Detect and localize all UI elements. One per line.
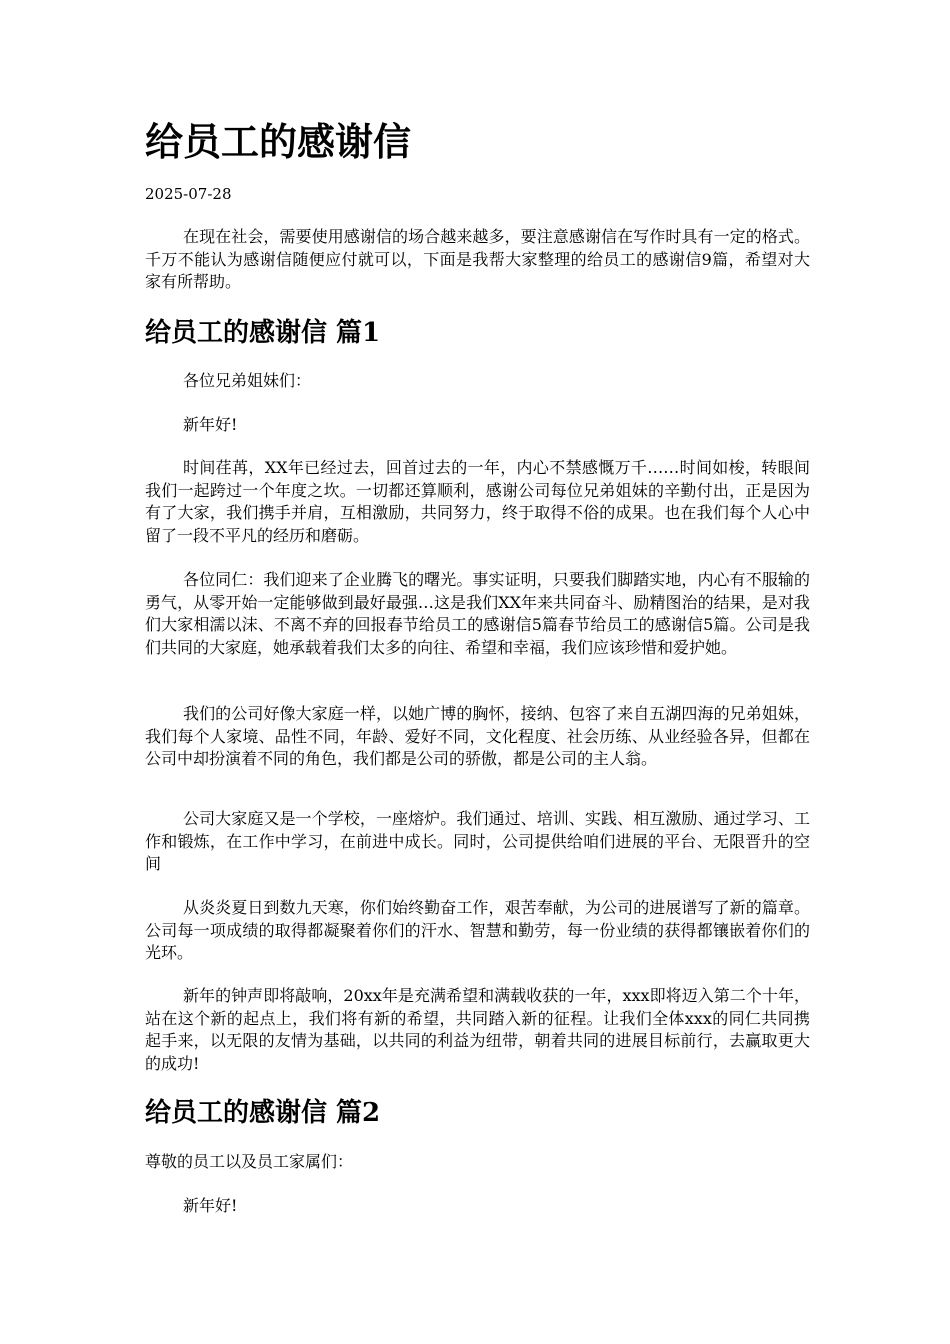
greeting: 新年好!: [183, 415, 238, 434]
body-paragraph: 我们的公司好像大家庭一样，以她广博的胸怀，接纳、包容了来自五湖四海的兄弟姐妹，我们每个人家境、品性不同，年龄、爱好不同，文化程度、社会历练、从业经验各异，但都在公司中却扮演着不同的角色，我们都是公司的骄傲，都是公司的主人翁。: [145, 704, 810, 768]
body-paragraph: 公司大家庭又是一个学校，一座熔炉。我们通过、培训、实践、相互激励、通过学习、工作和锻炼，在工作中学习，在前进中成长。同时，公司提供给咱们进展的平台、无限晋升的空间: [145, 809, 810, 873]
body-paragraph: 从炎炎夏日到数九天寒，你们始终勤奋工作，艰苦奉献，为公司的进展谱写了新的篇章。公司每一项成绩的取得都凝聚着你们的汗水、智慧和勤劳，每一份业绩的获得都镶嵌着你们的光环。: [145, 898, 810, 962]
document-title: 给员工的感谢信: [145, 119, 412, 164]
intro-paragraph: 在现在社会，需要使用感谢信的场合越来越多，要注意感谢信在写作时具有一定的格式。千万不能认为感谢信随便应付就可以，下面是我帮大家整理的给员工的感谢信9篇，希望对大家有所帮助。: [145, 227, 810, 291]
greeting: 新年好!: [183, 1196, 238, 1215]
section-heading-1: 给员工的感谢信 篇1: [145, 318, 381, 348]
body-paragraph: 时间荏苒，XX年已经过去，回首过去的一年，内心不禁感慨万千……时间如梭，转眼间我们一起跨过一个年度之坎。一切都还算顺利，感谢公司每位兄弟姐妹的辛勤付出，正是因为有了大家，我们携手并肩，互相激励，共同努力，终于取得不俗的成果。也在我们每个人心中留了一段不平凡的经历和磨砺。: [145, 458, 810, 545]
body-paragraph: 新年的钟声即将敲响，20xx年是充满希望和满载收获的一年，xxx即将迈入第二个十年，站在这个新的起点上，我们将有新的希望，共同踏入新的征程。让我们全体xxx的同仁共同携起手来，以无限的友情为基础，以共同的利益为纽带，朝着共同的进展目标前行，去赢取更大的成功!: [145, 986, 810, 1073]
section-heading-2: 给员工的感谢信 篇2: [145, 1098, 381, 1128]
salutation: 各位兄弟姐妹们：: [183, 371, 312, 390]
document-date: 2025-07-28: [145, 185, 232, 203]
salutation: 尊敬的员工以及员工家属们：: [145, 1152, 354, 1171]
body-paragraph: 各位同仁：我们迎来了企业腾飞的曙光。事实证明，只要我们脚踏实地，内心有不服输的勇气，从零开始一定能够做到最好最强…这是我们XX年来共同奋斗、励精图治的结果，是对我们大家相濡以沫、不离不弃的回报春节给员工的感谢信5篇春节给员工的感谢信5篇。公司是我们共同的大家庭，她承载着我们太多的向往、希望和幸福，我们应该珍惜和爱护她。: [145, 570, 810, 657]
